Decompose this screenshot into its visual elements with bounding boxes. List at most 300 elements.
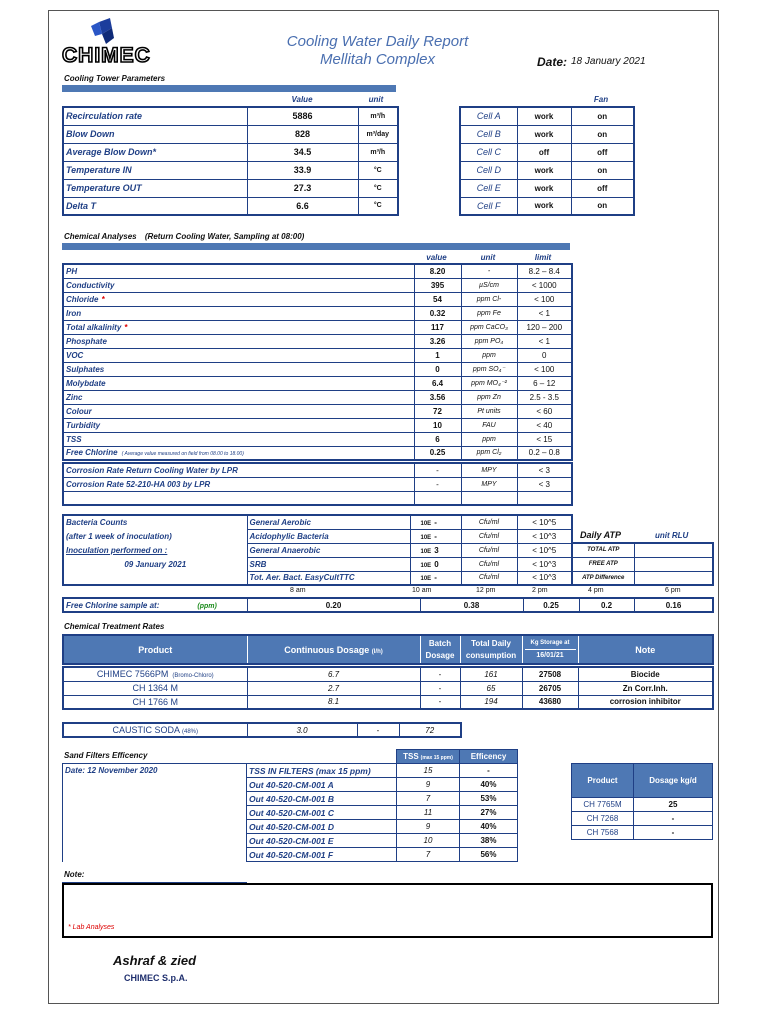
- chem-value: 1: [414, 348, 461, 362]
- sand-label: Out 40-520-CM-001 A: [247, 778, 397, 792]
- sand-label: Out 40-520-CM-001 D: [247, 820, 397, 834]
- fan-state: off: [571, 179, 634, 197]
- fan-row: [460, 143, 634, 161]
- lab-analyses-note: * Lab Analyses: [68, 924, 115, 931]
- treatment-continuous: 6.7: [247, 667, 420, 681]
- chem-limit: 6 – 12: [517, 376, 572, 390]
- fan-status: work: [517, 161, 571, 179]
- cooling-bar: [62, 85, 396, 92]
- bacteria-value: [410, 571, 461, 585]
- fan-row: [460, 125, 634, 143]
- bacteria-row: [63, 529, 572, 543]
- bacteria-left-text: Inoculation performed on :: [63, 543, 247, 557]
- sand-dosage-h: Dosage kg/d: [634, 764, 713, 798]
- atp-title: Daily ATP: [580, 530, 622, 540]
- chem-unit: FAU: [461, 418, 517, 432]
- atp-unit: unit RLU: [655, 531, 689, 540]
- sand-left-empty: [63, 820, 247, 834]
- report-subtitle: Mellitah Complex: [319, 51, 436, 68]
- treatment-note: Biocide: [578, 667, 713, 681]
- chem-row: [63, 404, 572, 418]
- sand-row: [63, 820, 518, 834]
- bacteria-prefix: 10E: [420, 562, 432, 569]
- chem-limit: < 1000: [517, 278, 572, 292]
- caustic-name: CAUSTIC SODA: [112, 725, 180, 735]
- treatment-row: [63, 695, 713, 709]
- sand-product-dose: 25: [634, 798, 713, 812]
- treatment-product-name: CHIMEC 7566PM: [96, 669, 169, 680]
- chem-value: 395: [414, 278, 461, 292]
- treatment-row: [63, 681, 713, 695]
- th-continuous: [247, 635, 420, 664]
- sand-product-name: CH 7765M: [572, 798, 634, 812]
- empty-cell: [63, 491, 414, 505]
- chem-title-text: Chemical Analyses: [64, 232, 137, 241]
- treatment-batch: -: [420, 681, 460, 695]
- sand-product-dose: -: [634, 826, 713, 840]
- chem-limit: < 15: [517, 432, 572, 446]
- chlorine-value: 0.2: [579, 598, 634, 612]
- caustic-tag: (48%): [182, 729, 199, 735]
- bacteria-left-text: [63, 571, 247, 585]
- treatment-product: [63, 681, 247, 695]
- bacteria-row: [63, 557, 572, 571]
- bacteria-type: SRB: [247, 557, 410, 571]
- bacteria-left-text: (after 1 week of inoculation): [63, 529, 247, 543]
- sand-product-head: [572, 764, 713, 798]
- chem-unit: ppm SO₄⁻: [461, 362, 517, 376]
- chem-row: [63, 348, 572, 362]
- sand-left-empty: [63, 778, 247, 792]
- sand-title: Sand Filters Efficency: [64, 751, 148, 760]
- bacteria-prefix: 10E: [420, 520, 432, 527]
- sand-head-tss: [397, 750, 460, 764]
- fan-col-label: Fan: [593, 95, 609, 104]
- bacteria-row: [63, 515, 572, 529]
- chem-label-text: PH: [66, 266, 78, 276]
- bacteria-type: Tot. Aer. Bact. EasyCultTTC: [247, 571, 410, 585]
- th-kg: [522, 635, 578, 664]
- treatment-kg: 27508: [522, 667, 578, 681]
- note-box: [62, 883, 713, 938]
- chem-value: 6.4: [414, 376, 461, 390]
- th-kg-line1: Kg Storage at: [530, 640, 570, 646]
- cooling-row: [63, 143, 398, 161]
- cooling-value: 33.9: [247, 161, 358, 179]
- chem-value: 8.20: [414, 264, 461, 278]
- sand-row: [63, 764, 518, 778]
- chem-label: [63, 362, 414, 376]
- chem-limit: < 60: [517, 404, 572, 418]
- sand-tss: 11: [397, 806, 460, 820]
- sand-tss: 9: [397, 820, 460, 834]
- fan-table: [459, 106, 635, 216]
- bacteria-type: General Aerobic: [247, 515, 410, 529]
- sand-left-empty: [63, 792, 247, 806]
- chlorine-label: [63, 598, 247, 612]
- treatment-row: [63, 667, 713, 681]
- fan-state: on: [571, 107, 634, 125]
- corrosion-row-empty: [63, 491, 572, 505]
- chem-unit: Pt units: [461, 404, 517, 418]
- sand-product-dose: -: [634, 812, 713, 826]
- sand-product-row: [572, 826, 713, 840]
- cooling-label: Temperature IN: [63, 161, 247, 179]
- chem-label-text: Conductivity: [66, 280, 115, 290]
- date-label: Date:: [537, 55, 568, 69]
- chem-title-note: (Return Cooling Water, Sampling at 08:00): [144, 232, 305, 241]
- bacteria-prefix: 10E: [420, 576, 432, 583]
- chem-row: [63, 334, 572, 348]
- sand-row: [63, 848, 518, 862]
- atp-label: TOTAL ATP: [572, 543, 634, 557]
- sand-eff: 27%: [460, 806, 518, 820]
- caustic-product: [63, 723, 247, 737]
- corrosion-limit: < 3: [517, 477, 572, 491]
- cooling-unit: °C: [358, 197, 398, 215]
- sand-product-row: [572, 798, 713, 812]
- atp-label: FREE ATP: [572, 557, 634, 571]
- chem-label-text: Chloride: [66, 294, 99, 304]
- bacteria-unit: Cfu/ml: [461, 543, 517, 557]
- treatment-title: Chemical Treatment Rates: [64, 622, 165, 631]
- sand-product-name: CH 7268: [572, 812, 634, 826]
- chem-col-unit: unit: [480, 253, 496, 262]
- chem-unit: ppm MO₄⁻²: [461, 376, 517, 390]
- fan-state: on: [571, 197, 634, 215]
- th-product: Product: [63, 635, 247, 664]
- chem-label-text: TSS: [66, 434, 82, 444]
- corrosion-limit: < 3: [517, 463, 572, 477]
- cooling-value: 5886: [247, 107, 358, 125]
- date-value: 18 January 2021: [571, 56, 646, 67]
- atp-row: [572, 543, 713, 557]
- th-continuous-unit: (l/h): [371, 648, 383, 655]
- treatment-product: [63, 667, 247, 681]
- bacteria-limit: < 10^5: [517, 515, 572, 529]
- th-kg-line2: 16/01/21: [525, 649, 576, 662]
- cooling-table: [62, 106, 399, 216]
- bacteria-row: [63, 543, 572, 557]
- chem-value: 72: [414, 404, 461, 418]
- sand-left-empty: [63, 806, 247, 820]
- chlorine-time: 4 pm: [588, 587, 604, 594]
- chem-label: [63, 446, 414, 460]
- chem-label: [63, 404, 414, 418]
- cooling-row: [63, 161, 398, 179]
- chem-row: [63, 418, 572, 432]
- sand-label: Out 40-520-CM-001 C: [247, 806, 397, 820]
- chem-unit: µS/cm: [461, 278, 517, 292]
- th-batch-line2: Dosage: [425, 650, 455, 660]
- corrosion-label: Corrosion Rate 52-210-HA 003 by LPR: [63, 477, 414, 491]
- corrosion-table: [62, 462, 573, 506]
- atp-value: [634, 571, 713, 585]
- chlorine-table: [62, 597, 714, 613]
- bacteria-unit: Cfu/ml: [461, 557, 517, 571]
- sand-head-tss-note: (max 15 ppm): [420, 755, 453, 761]
- atp-value: [634, 543, 713, 557]
- th-total: [460, 635, 522, 664]
- fan-cell: Cell F: [460, 197, 517, 215]
- chem-limit: < 1: [517, 306, 572, 320]
- chem-row: [63, 278, 572, 292]
- chem-unit: -: [461, 264, 517, 278]
- chem-row: [63, 446, 572, 460]
- chem-title: [64, 232, 304, 241]
- chem-value: 54: [414, 292, 461, 306]
- fan-status: off: [517, 143, 571, 161]
- chem-unit: ppm Zn: [461, 390, 517, 404]
- fan-state: on: [571, 161, 634, 179]
- logo-text: CHIMEC: [62, 44, 151, 67]
- sand-label: Out 40-520-CM-001 E: [247, 834, 397, 848]
- sand-eff: 40%: [460, 778, 518, 792]
- chlorine-value: 0.38: [420, 598, 523, 612]
- atp-row: [572, 571, 713, 585]
- chem-row: [63, 292, 572, 306]
- sand-head-tss-text: TSS: [403, 752, 419, 761]
- bacteria-count: -: [434, 531, 437, 541]
- treatment-product-name: CH 1364 M: [132, 683, 179, 693]
- sand-row: [63, 806, 518, 820]
- cooling-row: [63, 107, 398, 125]
- th-total-line2: consumption: [465, 650, 517, 660]
- chem-label: [63, 390, 414, 404]
- fan-row: [460, 107, 634, 125]
- corrosion-value: -: [414, 463, 461, 477]
- bacteria-count: 0: [434, 559, 439, 569]
- corrosion-label: Corrosion Rate Return Cooling Water by LPR: [63, 463, 414, 477]
- chem-label-text: Colour: [66, 406, 92, 416]
- sand-product-row: [572, 812, 713, 826]
- chem-value: 0.25: [414, 446, 461, 460]
- cooling-value: 6.6: [247, 197, 358, 215]
- chimec-logo: [62, 18, 158, 68]
- bacteria-type: General Anaerobic: [247, 543, 410, 557]
- chem-label-star: *: [124, 322, 128, 332]
- signature: Ashraf & zied: [113, 953, 197, 968]
- th-continuous-text: Continuous Dosage: [284, 644, 370, 655]
- treatment-continuous: 2.7: [247, 681, 420, 695]
- chlorine-value: 0.16: [634, 598, 713, 612]
- caustic-cont: 3.0: [247, 723, 357, 737]
- treatment-table: [62, 666, 714, 710]
- atp-value: [634, 557, 713, 571]
- chem-row: [63, 376, 572, 390]
- chem-value: 117: [414, 320, 461, 334]
- sand-tss: 15: [397, 764, 460, 778]
- chem-label: [63, 292, 414, 306]
- fan-state: off: [571, 143, 634, 161]
- chem-col-limit: limit: [534, 253, 552, 262]
- chem-row: [63, 390, 572, 404]
- sand-eff: 56%: [460, 848, 518, 862]
- sand-eff: -: [460, 764, 518, 778]
- chem-unit: ppm Fe: [461, 306, 517, 320]
- cooling-row: [63, 179, 398, 197]
- bacteria-left-text: Bacteria Counts: [63, 515, 247, 529]
- fan-status: work: [517, 125, 571, 143]
- sand-label: Out 40-520-CM-001 B: [247, 792, 397, 806]
- th-total-line1: Total Daily: [471, 638, 511, 648]
- bacteria-count: -: [434, 517, 437, 527]
- chem-limit: 120 – 200: [517, 320, 572, 334]
- bacteria-value: [410, 529, 461, 543]
- chem-unit: ppm: [461, 432, 517, 446]
- empty-cell: [461, 491, 517, 505]
- atp-label: ATP Difference: [572, 571, 634, 585]
- chlorine-unit: (ppm): [197, 602, 217, 610]
- chem-row: [63, 264, 572, 278]
- bacteria-table: [62, 514, 573, 586]
- chlorine-time: 10 am: [412, 587, 432, 594]
- cooling-unit: m³/h: [358, 143, 398, 161]
- cooling-label: Blow Down: [63, 125, 247, 143]
- chem-row: [63, 320, 572, 334]
- chlorine-value: 0.20: [247, 598, 420, 612]
- sand-row: [63, 792, 518, 806]
- chem-label-note: ( Average value measured on field from 08.00 to 18.00): [121, 451, 244, 458]
- cooling-unit: °C: [358, 161, 398, 179]
- bacteria-limit: < 10^3: [517, 571, 572, 585]
- sand-header-row: [63, 750, 518, 764]
- cooling-col-value: Value: [291, 95, 313, 104]
- sand-tss: 9: [397, 778, 460, 792]
- treatment-total: 65: [460, 681, 522, 695]
- bacteria-prefix: 10E: [420, 534, 432, 541]
- chem-label: [63, 432, 414, 446]
- sand-head-mid: [247, 750, 397, 764]
- chem-unit: ppm CaCO₃: [461, 320, 517, 334]
- bacteria-limit: < 10^5: [517, 543, 572, 557]
- atp-table: [571, 542, 714, 586]
- chem-value: 0: [414, 362, 461, 376]
- fan-state: on: [571, 125, 634, 143]
- chem-row: [63, 362, 572, 376]
- empty-cell: [517, 491, 572, 505]
- treatment-note: corrosion inhibitor: [578, 695, 713, 709]
- sand-label: TSS IN FILTERS (max 15 ppm): [247, 764, 397, 778]
- chem-unit: ppm Cl₂: [461, 446, 517, 460]
- sand-head-left: [63, 750, 247, 764]
- sand-eff: 40%: [460, 820, 518, 834]
- chem-label-text: Phosphate: [66, 336, 107, 346]
- bacteria-limit: < 10^3: [517, 529, 572, 543]
- chem-limit: 2.5 - 3.5: [517, 390, 572, 404]
- report-title: Cooling Water Daily Report: [286, 33, 469, 50]
- chem-label: [63, 306, 414, 320]
- chem-limit: 0: [517, 348, 572, 362]
- bacteria-value: [410, 557, 461, 571]
- cooling-value: 34.5: [247, 143, 358, 161]
- fan-cell: Cell E: [460, 179, 517, 197]
- chem-label-text: VOC: [66, 350, 84, 360]
- bacteria-unit: Cfu/ml: [461, 571, 517, 585]
- bacteria-limit: < 10^3: [517, 557, 572, 571]
- bacteria-left-text: 09 January 2021: [63, 557, 247, 571]
- cooling-unit: °C: [358, 179, 398, 197]
- corrosion-unit: MPY: [461, 463, 517, 477]
- treatment-batch: -: [420, 667, 460, 681]
- cooling-label: Average Blow Down*: [63, 143, 247, 161]
- sand-row: [63, 834, 518, 848]
- sand-eff: 38%: [460, 834, 518, 848]
- bacteria-prefix: 10E: [420, 548, 432, 555]
- chem-label-text: Sulphates: [66, 364, 105, 374]
- treatment-product: [63, 695, 247, 709]
- bacteria-value: [410, 543, 461, 557]
- chem-unit: ppm PO₄: [461, 334, 517, 348]
- chem-value: 6: [414, 432, 461, 446]
- sand-head-eff: Efficency: [460, 750, 518, 764]
- chem-limit: 8.2 – 8.4: [517, 264, 572, 278]
- fan-row: [460, 161, 634, 179]
- caustic-table: [62, 722, 462, 738]
- chem-value: 10: [414, 418, 461, 432]
- chem-unit: ppm Cl-: [461, 292, 517, 306]
- corrosion-unit: MPY: [461, 477, 517, 491]
- fan-cell: Cell A: [460, 107, 517, 125]
- chlorine-time: 2 pm: [532, 587, 548, 594]
- cooling-row: [63, 197, 398, 215]
- empty-cell: [414, 491, 461, 505]
- sand-tss: 7: [397, 792, 460, 806]
- sand-product-table: [571, 763, 713, 840]
- chlorine-value: 0.25: [523, 598, 579, 612]
- section-cooling-title: Cooling Tower Parameters: [64, 74, 166, 83]
- sand-product-h: Product: [572, 764, 634, 798]
- chem-label-text: Turbidity: [66, 420, 101, 430]
- chem-value: 0.32: [414, 306, 461, 320]
- sand-tss: 10: [397, 834, 460, 848]
- chem-limit: < 100: [517, 362, 572, 376]
- cooling-col-unit: unit: [368, 95, 384, 104]
- atp-row: [572, 557, 713, 571]
- chem-label: [63, 418, 414, 432]
- chem-limit: < 40: [517, 418, 572, 432]
- chem-col-value: value: [426, 253, 447, 262]
- corrosion-row: [63, 463, 572, 477]
- cooling-label: Delta T: [63, 197, 247, 215]
- caustic-total: 72: [399, 723, 461, 737]
- fan-row: [460, 197, 634, 215]
- fan-cell: Cell B: [460, 125, 517, 143]
- treatment-batch: -: [420, 695, 460, 709]
- fan-status: work: [517, 107, 571, 125]
- treatment-product-tag: (Bromo-Chloro): [172, 673, 214, 680]
- bacteria-value: [410, 515, 461, 529]
- treatment-continuous: 8.1: [247, 695, 420, 709]
- chem-row: [63, 432, 572, 446]
- chem-table: [62, 263, 573, 461]
- th-note: Note: [578, 635, 713, 664]
- treatment-kg: 43680: [522, 695, 578, 709]
- cooling-label: Temperature OUT: [63, 179, 247, 197]
- sand-date: Date: 12 November 2020: [63, 764, 247, 778]
- treatment-total: 194: [460, 695, 522, 709]
- chem-value: 3.26: [414, 334, 461, 348]
- chem-label: [63, 278, 414, 292]
- treatment-product-name: CH 1766 M: [132, 696, 179, 707]
- treatment-total: 161: [460, 667, 522, 681]
- chem-label-text: Zinc: [66, 392, 83, 402]
- sand-left-empty: [63, 834, 247, 848]
- cooling-unit: m³/day: [358, 125, 398, 143]
- cooling-label: Recirculation rate: [63, 107, 247, 125]
- treatment-kg: 26705: [522, 681, 578, 695]
- sand-label: Out 40-520-CM-001 F: [247, 848, 397, 862]
